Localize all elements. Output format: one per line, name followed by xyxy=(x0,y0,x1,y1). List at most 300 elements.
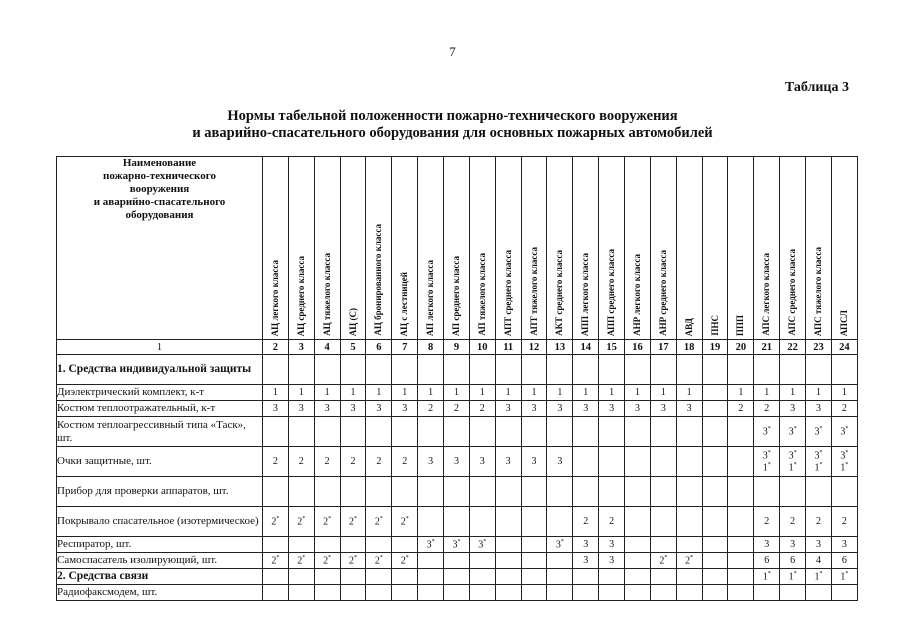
norm-cell xyxy=(444,355,470,385)
norm-value: 2 xyxy=(428,403,434,414)
norm-value: 3 xyxy=(557,403,563,414)
norm-cell xyxy=(392,585,418,601)
norm-cell xyxy=(469,417,495,447)
table-row xyxy=(57,585,858,601)
norm-value: 3 xyxy=(272,403,278,414)
norm-cell xyxy=(806,569,832,585)
norm-cell xyxy=(573,355,599,385)
norm-cell xyxy=(521,385,547,401)
footnote-mark: * xyxy=(354,515,357,522)
norm-cell xyxy=(676,507,702,537)
norm-cell xyxy=(547,585,573,601)
norm-cell xyxy=(340,401,366,417)
norm-value: 1 xyxy=(272,387,278,398)
norm-value: 2 xyxy=(841,403,847,414)
norm-value: 3 xyxy=(531,403,537,414)
norm-value: 2 xyxy=(815,516,821,527)
section-row xyxy=(57,569,858,585)
norm-value: 1 xyxy=(428,387,434,398)
norm-cell xyxy=(366,417,392,447)
norm-cell xyxy=(650,585,676,601)
norm-cell xyxy=(728,585,754,601)
column-header-label: АПП легкого класса xyxy=(580,252,591,336)
norm-cell xyxy=(444,477,470,507)
column-header-label: АНР среднего класса xyxy=(657,250,668,336)
norm-cell xyxy=(754,401,780,417)
norm-cell xyxy=(418,447,444,477)
norm-cell xyxy=(806,385,832,401)
norm-value: 2 xyxy=(764,403,770,414)
norm-cell xyxy=(676,447,702,477)
norm-value: 3 xyxy=(298,403,304,414)
norm-cell xyxy=(547,401,573,417)
title-line-2: и аварийно-спасательного оборудования для основных пожарных автомобилей xyxy=(192,125,713,141)
norm-cell xyxy=(392,507,418,537)
column-header xyxy=(288,157,314,340)
footnote-mark: * xyxy=(276,515,280,522)
column-number: 9 xyxy=(444,340,470,355)
item-name: Радиофаксмодем, шт. xyxy=(57,585,263,601)
norm-value: 2 xyxy=(324,456,330,467)
footnote-mark: * xyxy=(302,554,306,561)
column-header-label: АЦ тяжелого класса xyxy=(321,253,332,336)
column-header-label: АПС среднего класса xyxy=(787,249,798,336)
norm-value: 3 xyxy=(788,426,794,438)
norm-value: 1 xyxy=(841,387,847,398)
norm-cell xyxy=(831,585,857,601)
norm-cell xyxy=(418,477,444,507)
norm-cell xyxy=(314,401,340,417)
norm-cell xyxy=(366,447,392,477)
column-number-row xyxy=(57,340,858,355)
norm-cell xyxy=(676,537,702,553)
norm-cell xyxy=(573,537,599,553)
norm-cell xyxy=(702,537,728,553)
column-number: 2 xyxy=(263,340,289,355)
norm-cell xyxy=(314,553,340,569)
column-number: 14 xyxy=(573,340,599,355)
norm-cell xyxy=(392,553,418,569)
norm-cell xyxy=(754,585,780,601)
norm-cell xyxy=(340,355,366,385)
norm-value: 3 xyxy=(583,403,589,414)
norm-value: 2 xyxy=(685,555,691,567)
norm-cell xyxy=(547,507,573,537)
column-header-label: АВД xyxy=(683,317,694,336)
column-number: 5 xyxy=(340,340,366,355)
footnote-mark: * xyxy=(819,425,823,432)
column-header xyxy=(728,157,754,340)
norm-cell xyxy=(754,417,780,447)
footnote-mark: * xyxy=(328,515,332,522)
norm-cell xyxy=(366,553,392,569)
norm-cell xyxy=(495,417,521,447)
norm-cell xyxy=(418,553,444,569)
norm-cell xyxy=(573,507,599,537)
column-header xyxy=(444,157,470,340)
column-number: 13 xyxy=(547,340,573,355)
document-title xyxy=(0,108,905,142)
norm-cell xyxy=(444,553,470,569)
norm-cell xyxy=(495,569,521,585)
table-row xyxy=(57,385,858,401)
norm-value: 1 xyxy=(350,387,356,398)
norm-cell xyxy=(340,447,366,477)
norm-cell xyxy=(444,447,470,477)
norm-cell xyxy=(806,477,832,507)
norm-cell xyxy=(573,417,599,447)
norm-cell xyxy=(625,553,651,569)
norm-cell xyxy=(495,507,521,537)
norm-cell xyxy=(314,537,340,553)
footnote-mark: * xyxy=(354,554,357,561)
norm-value: 2 xyxy=(297,516,303,528)
norm-value: 1 xyxy=(324,387,330,398)
norm-value-secondary: 1 xyxy=(788,461,794,473)
column-header-label: АЦ с лестницей xyxy=(399,271,410,336)
norm-value: 2 xyxy=(271,516,277,528)
norm-cell xyxy=(728,401,754,417)
column-header xyxy=(263,157,289,340)
norm-cell xyxy=(547,385,573,401)
norm-cell xyxy=(366,537,392,553)
item-name: 1. Средства индивидуальной защиты xyxy=(57,355,263,385)
norm-cell xyxy=(521,417,547,447)
norm-value: 3 xyxy=(376,403,382,414)
column-number: 6 xyxy=(366,340,392,355)
norm-cell xyxy=(573,569,599,585)
column-header xyxy=(418,157,444,340)
norm-cell xyxy=(780,537,806,553)
norm-cell xyxy=(806,417,832,447)
item-name: Прибор для проверки аппаратов, шт. xyxy=(57,477,263,507)
item-name: 2. Средства связи xyxy=(57,569,263,585)
norm-cell xyxy=(728,447,754,477)
footnote-mark: * xyxy=(845,450,849,457)
norm-cell xyxy=(650,355,676,385)
section-row xyxy=(57,355,858,385)
norm-cell xyxy=(728,355,754,385)
norm-cell xyxy=(599,417,625,447)
item-name: Очки защитные, шт. xyxy=(57,447,263,477)
norm-cell xyxy=(547,569,573,585)
table-row xyxy=(57,401,858,417)
norm-cell xyxy=(676,477,702,507)
column-header xyxy=(780,157,806,340)
norm-cell xyxy=(288,585,314,601)
norm-cell xyxy=(702,507,728,537)
norm-cell xyxy=(650,477,676,507)
norm-cell xyxy=(288,569,314,585)
footnote-mark: * xyxy=(845,425,849,432)
norm-cell xyxy=(728,569,754,585)
norm-value: 3 xyxy=(324,403,330,414)
norm-value: 2 xyxy=(609,516,615,527)
norm-cell xyxy=(469,553,495,569)
norm-cell xyxy=(366,585,392,601)
norm-cell xyxy=(314,477,340,507)
norm-cell xyxy=(728,507,754,537)
norm-cell xyxy=(831,537,857,553)
norm-cell xyxy=(340,537,366,553)
footnote-mark: * xyxy=(405,554,409,561)
norm-value: 3 xyxy=(815,539,821,550)
norm-cell xyxy=(831,507,857,537)
norm-cell xyxy=(599,569,625,585)
norm-cell xyxy=(469,447,495,477)
norm-value: 6 xyxy=(764,555,770,566)
norm-cell xyxy=(263,569,289,585)
norm-cell xyxy=(806,585,832,601)
norm-value: 1 xyxy=(660,387,666,398)
norm-value: 6 xyxy=(790,555,796,566)
norm-value: 1 xyxy=(738,387,744,398)
norm-cell xyxy=(702,477,728,507)
norm-cell xyxy=(780,569,806,585)
norm-cell xyxy=(599,355,625,385)
norm-value: 2 xyxy=(400,516,406,528)
norm-value: 3 xyxy=(609,403,615,414)
column-header xyxy=(702,157,728,340)
norm-value: 3 xyxy=(402,403,408,414)
norm-value: 3 xyxy=(790,403,796,414)
norm-value: 3 xyxy=(555,539,561,551)
norm-cell xyxy=(806,537,832,553)
footnote-mark: * xyxy=(379,515,383,522)
norm-value: 6 xyxy=(841,555,847,566)
norm-cell xyxy=(263,401,289,417)
norm-cell xyxy=(780,417,806,447)
norm-cell xyxy=(263,355,289,385)
norm-value: 1 xyxy=(505,387,511,398)
norm-cell xyxy=(288,401,314,417)
column-number: 12 xyxy=(521,340,547,355)
column-number: 8 xyxy=(418,340,444,355)
norm-cell xyxy=(806,507,832,537)
column-number: 18 xyxy=(676,340,702,355)
column-header xyxy=(340,157,366,340)
norm-value: 2 xyxy=(659,555,665,567)
table-row xyxy=(57,553,858,569)
norm-value: 2 xyxy=(738,403,744,414)
column-header-label: АПСЛ xyxy=(838,309,849,336)
norm-cell xyxy=(340,477,366,507)
norm-cell xyxy=(754,385,780,401)
column-number: 21 xyxy=(754,340,780,355)
norm-cell xyxy=(728,553,754,569)
norm-cell xyxy=(650,385,676,401)
column-header-label: АПС тяжелого класса xyxy=(812,246,823,336)
norm-cell xyxy=(702,417,728,447)
column-header xyxy=(547,157,573,340)
norm-cell xyxy=(263,417,289,447)
norm-cell xyxy=(314,507,340,537)
norm-value: 3 xyxy=(479,456,485,467)
norm-cell xyxy=(676,355,702,385)
norm-cell xyxy=(366,401,392,417)
footnote-mark: * xyxy=(457,538,461,545)
norm-cell xyxy=(263,537,289,553)
norm-cell xyxy=(831,477,857,507)
column-header-label: АП легкого класса xyxy=(425,259,436,336)
norm-cell xyxy=(599,385,625,401)
norm-cell xyxy=(495,447,521,477)
norm-cell xyxy=(521,355,547,385)
name-column-header-text: Наименование пожарно-технического вооружения и аварийно-спасательного оборудования xyxy=(93,157,226,221)
norms-table xyxy=(56,156,858,601)
norm-cell xyxy=(418,507,444,537)
norm-value: 3 xyxy=(840,450,846,462)
norm-cell xyxy=(263,585,289,601)
table-row xyxy=(57,417,858,447)
norm-cell xyxy=(444,507,470,537)
norm-cell xyxy=(521,553,547,569)
item-name: Костюм теплоагрессивный типа «Таск», шт. xyxy=(57,417,263,447)
norm-value-secondary: 1 xyxy=(762,461,768,473)
norm-cell xyxy=(573,477,599,507)
item-name: Покрывало спасательное (изотермическое) xyxy=(57,507,263,537)
norm-value: 1 xyxy=(764,387,770,398)
norm-value: 2 xyxy=(374,555,380,567)
norm-cell xyxy=(366,355,392,385)
norm-cell xyxy=(288,477,314,507)
norm-cell xyxy=(444,417,470,447)
norm-value: 1 xyxy=(376,387,382,398)
norm-value: 1 xyxy=(298,387,304,398)
norm-value: 1 xyxy=(815,387,821,398)
norm-cell xyxy=(392,417,418,447)
norm-cell xyxy=(366,477,392,507)
norm-cell xyxy=(599,585,625,601)
norm-cell xyxy=(806,447,832,477)
norm-cell xyxy=(288,385,314,401)
norm-cell xyxy=(625,447,651,477)
footnote-mark: * xyxy=(793,450,797,457)
norm-value: 2 xyxy=(841,516,847,527)
norm-cell xyxy=(418,355,444,385)
column-header-label: АПС легкого класса xyxy=(761,253,772,336)
norm-cell xyxy=(340,507,366,537)
column-header-label: АПТ среднего класса xyxy=(502,249,513,336)
column-number: 24 xyxy=(831,340,857,355)
norm-cell xyxy=(806,355,832,385)
norm-cell xyxy=(521,585,547,601)
norm-value: 2 xyxy=(453,403,459,414)
norm-cell xyxy=(599,537,625,553)
norm-value: 1 xyxy=(557,387,563,398)
norm-cell xyxy=(702,585,728,601)
norm-value: 2 xyxy=(350,456,356,467)
norm-cell xyxy=(625,585,651,601)
norm-value: 2 xyxy=(271,555,277,567)
norm-cell xyxy=(418,569,444,585)
column-header-label: АЦ среднего класса xyxy=(295,255,306,336)
norm-cell xyxy=(521,507,547,537)
norm-value: 2 xyxy=(374,516,380,528)
norm-cell xyxy=(392,477,418,507)
norm-cell xyxy=(754,477,780,507)
norm-value: 2 xyxy=(297,555,303,567)
norm-cell xyxy=(831,385,857,401)
norm-value-secondary: 1 xyxy=(840,461,846,473)
column-header-label: АПТ тяжелого класса xyxy=(528,247,539,336)
norm-cell xyxy=(392,401,418,417)
footnote-mark: * xyxy=(845,570,849,577)
norm-value: 3 xyxy=(762,426,768,438)
norm-cell xyxy=(340,553,366,569)
norm-cell xyxy=(831,355,857,385)
norm-cell xyxy=(754,553,780,569)
norm-cell xyxy=(288,553,314,569)
norm-cell xyxy=(314,447,340,477)
norm-cell xyxy=(831,553,857,569)
norm-cell xyxy=(547,477,573,507)
footnote-mark: * xyxy=(767,425,771,432)
norm-cell xyxy=(314,585,340,601)
norm-cell xyxy=(469,537,495,553)
table-row xyxy=(57,477,858,507)
norm-cell xyxy=(780,507,806,537)
column-number: 4 xyxy=(314,340,340,355)
norm-value: 3 xyxy=(815,403,821,414)
norm-cell xyxy=(288,537,314,553)
norm-cell xyxy=(676,553,702,569)
norm-value: 2 xyxy=(298,456,304,467)
norm-value: 1 xyxy=(762,571,768,583)
norm-cell xyxy=(495,477,521,507)
norm-cell xyxy=(599,477,625,507)
column-header-label: ПНС xyxy=(709,315,720,336)
footnote-mark: * xyxy=(767,450,771,457)
norm-cell xyxy=(340,385,366,401)
column-header-label: АП среднего класса xyxy=(450,255,461,336)
norm-cell xyxy=(573,385,599,401)
page-number: 7 xyxy=(449,44,456,59)
norm-value: 2 xyxy=(790,516,796,527)
norm-value: 1 xyxy=(814,571,820,583)
norm-cell xyxy=(625,355,651,385)
norm-cell xyxy=(650,417,676,447)
header-row xyxy=(57,157,858,340)
norm-cell xyxy=(469,477,495,507)
norm-cell xyxy=(806,401,832,417)
norm-cell xyxy=(676,385,702,401)
norm-cell xyxy=(780,553,806,569)
norm-cell xyxy=(599,553,625,569)
norm-value: 3 xyxy=(840,426,846,438)
norm-value: 3 xyxy=(505,403,511,414)
norm-cell xyxy=(754,447,780,477)
norm-value: 3 xyxy=(505,456,511,467)
norm-value: 2 xyxy=(349,555,354,567)
norm-value: 1 xyxy=(790,387,796,398)
column-header xyxy=(495,157,521,340)
norm-value: 2 xyxy=(323,555,329,567)
norm-cell xyxy=(288,355,314,385)
norm-cell xyxy=(263,385,289,401)
norm-cell xyxy=(780,447,806,477)
norm-value: 2 xyxy=(272,456,278,467)
norm-cell xyxy=(728,537,754,553)
norm-cell xyxy=(831,569,857,585)
norm-cell xyxy=(469,569,495,585)
norm-cell xyxy=(625,401,651,417)
norm-cell xyxy=(392,569,418,585)
column-header-label: АПП среднего класса xyxy=(606,248,617,336)
norm-cell xyxy=(780,385,806,401)
table-row xyxy=(57,507,858,537)
norm-cell xyxy=(469,385,495,401)
